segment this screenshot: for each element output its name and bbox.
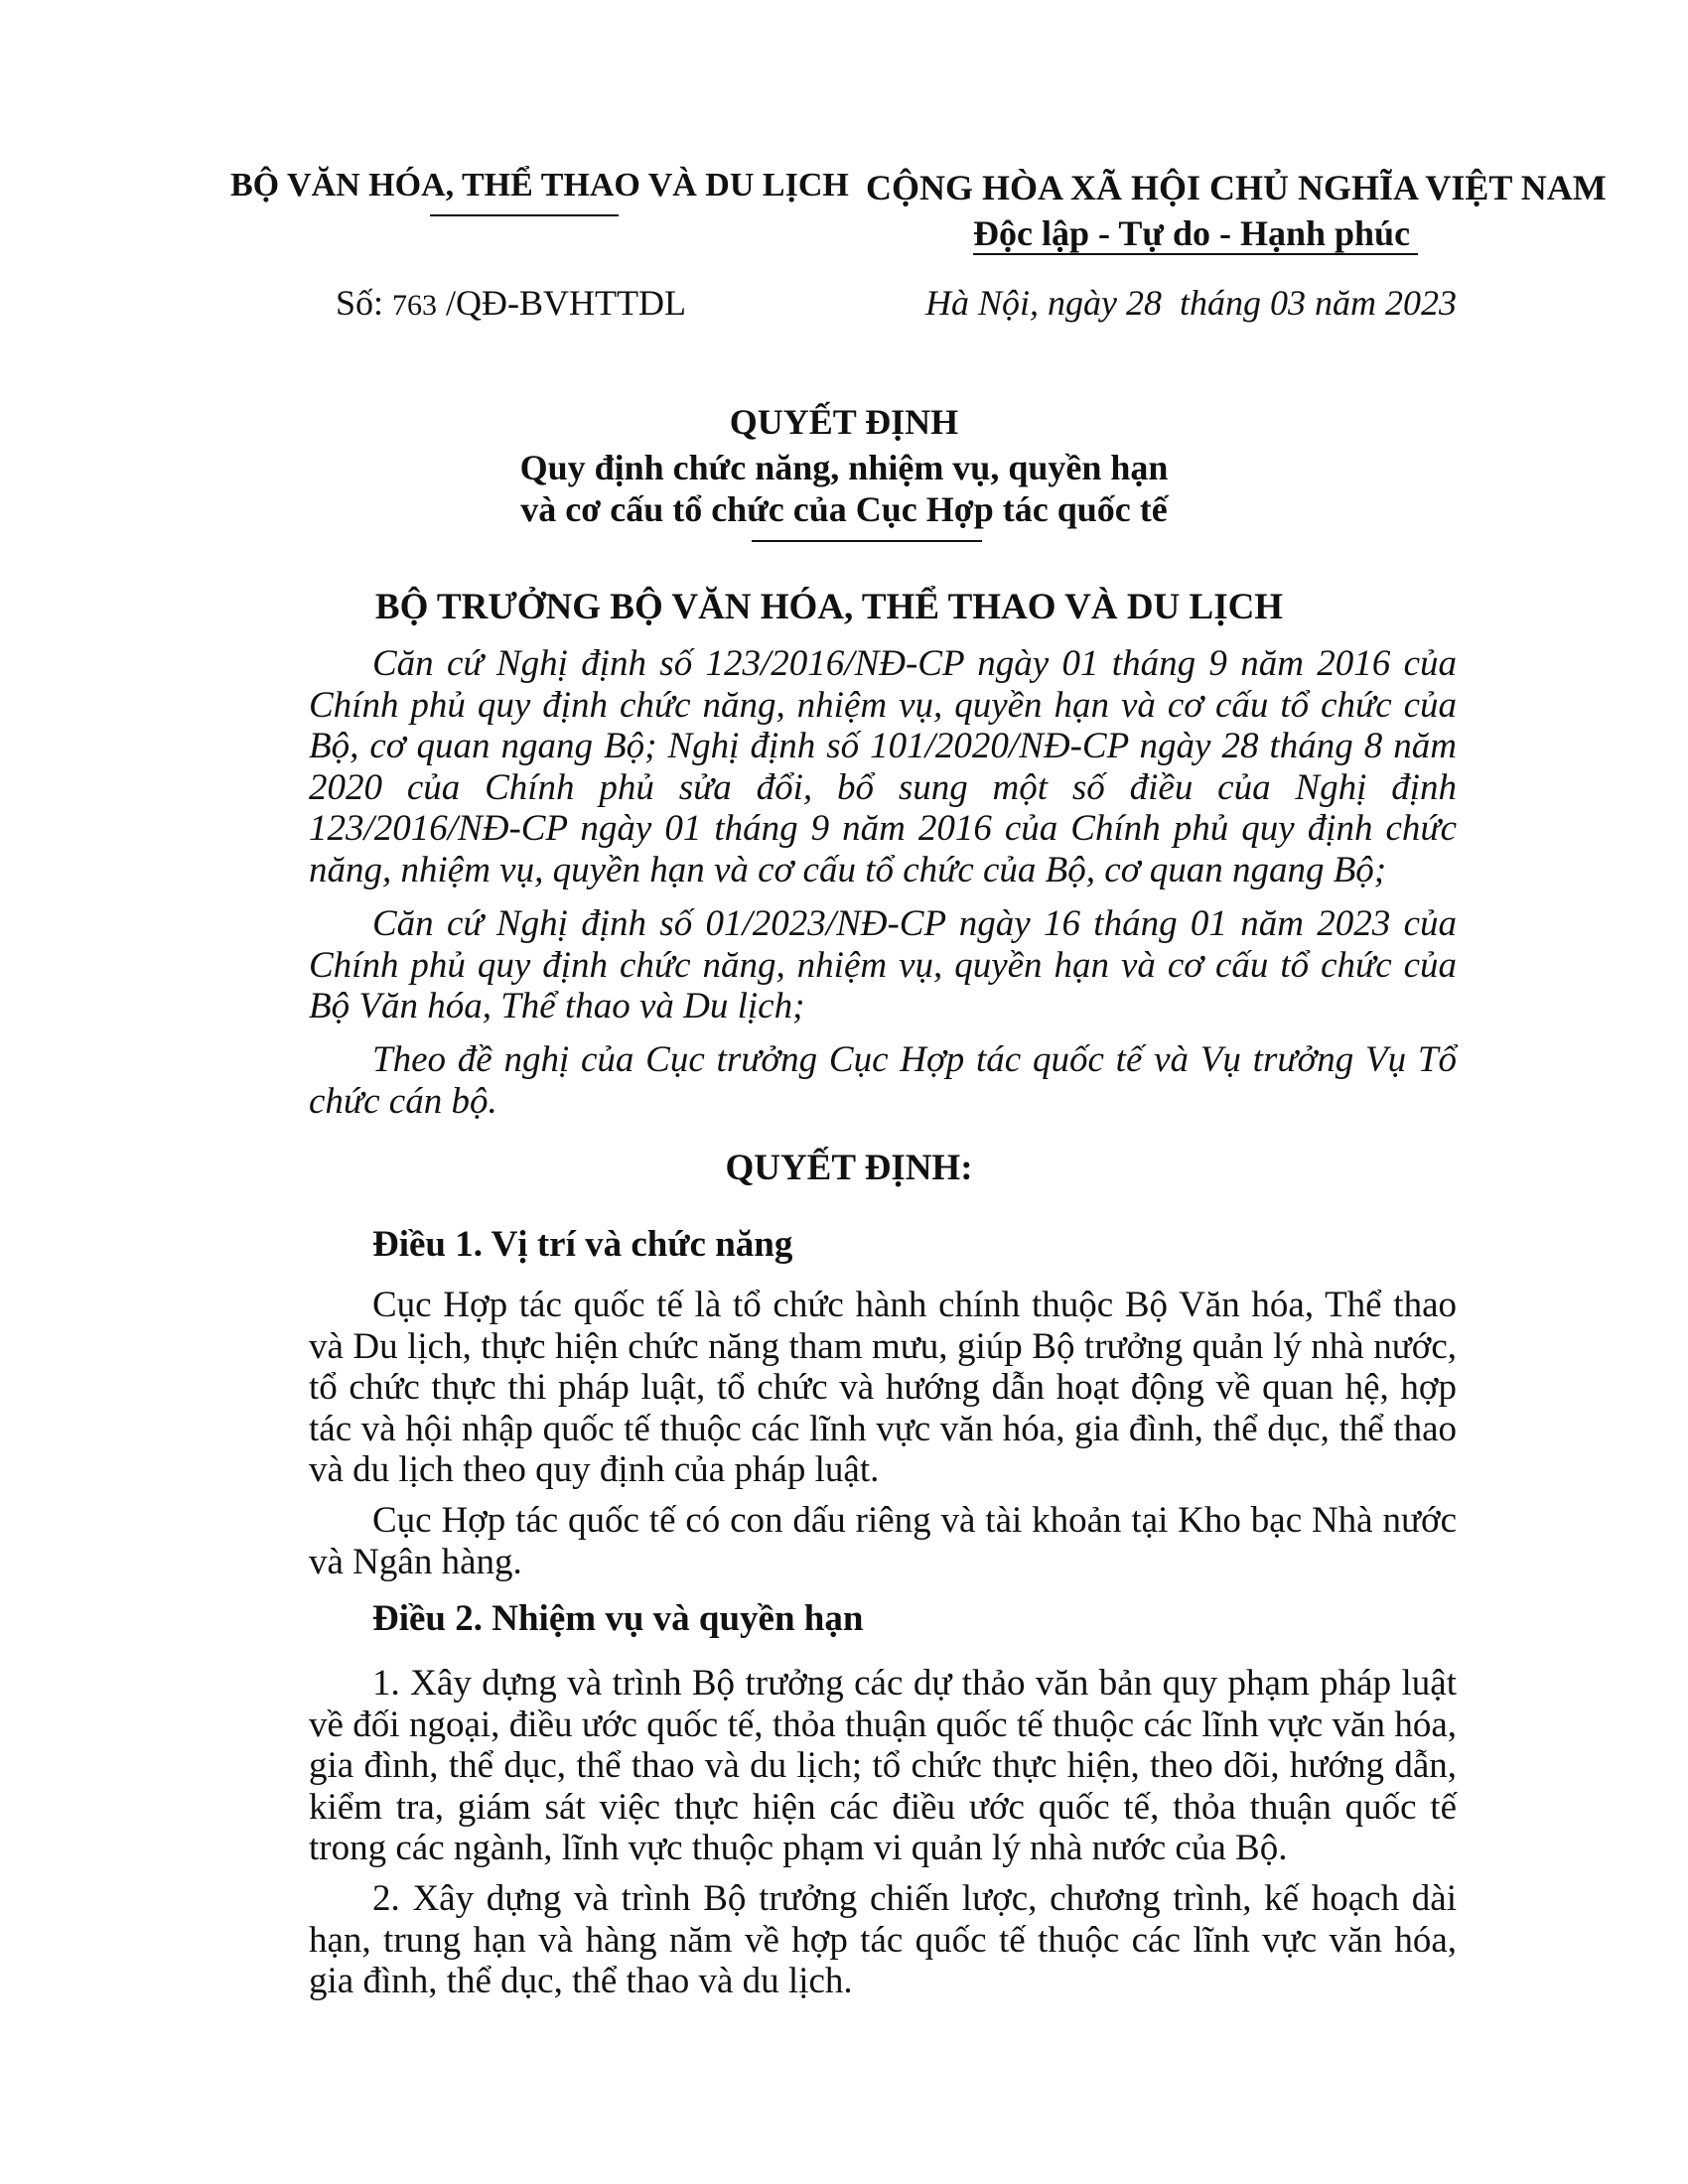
republic-name: CỘNG HÒA XÃ HỘI CHỦ NGHĨA VIỆT NAM — [866, 168, 1607, 207]
article-2-paragraph: 1. Xây dựng và trình Bộ trưởng các dự thảo văn bản quy phạm pháp luật về đối ngoại, điều ước quốc tế, thỏa thuận quốc tế thuộc các lĩnh vực văn hóa, gia đình, thể dục, thể thao và du lịch; tổ chức thực hiện, theo dõi, hướng dẫn, kiểm tra, giám sát việc thực hiện các điều ước quốc tế, thỏa thuận quốc tế trong các ngành, lĩnh vực thuộc phạm vi quản lý nhà nước của Bộ. — [309, 1663, 1457, 1868]
date-year-word: năm — [1315, 283, 1377, 323]
document-number — [336, 282, 686, 324]
preamble-paragraph: Theo đề nghị của Cục trưởng Cục Hợp tác quốc tế và Vụ trưởng Vụ Tổ chức cán bộ. — [309, 1039, 1457, 1122]
date-month-word: tháng — [1180, 283, 1262, 323]
date-day: 28 — [1126, 283, 1162, 323]
document-subtitle-line2: và cơ cấu tổ chức của Cục Hợp tác quốc tế — [520, 489, 1168, 529]
decision-heading: QUYẾT ĐỊNH: — [725, 1148, 973, 1188]
title-underline — [752, 540, 982, 542]
preamble-paragraph: Căn cứ Nghị định số 123/2016/NĐ-CP ngày 01 tháng 9 năm 2016 của Chính phủ quy định chức năng, nhiệm vụ, quyền hạn và cơ cấu tổ chức của Bộ, cơ quan ngang Bộ; Nghị định số 101/2020/NĐ-CP ngày 28 tháng 8 năm 2020 của Chính phủ sửa đổi, bổ sung một số điều của Nghị định 123/2016/NĐ-CP ngày 01 tháng 9 năm 2016 của Chính phủ quy định chức năng, nhiệm vụ, quyền hạn và cơ cấu tổ chức của Bộ, cơ quan ngang Bộ; — [309, 643, 1457, 890]
article-1-paragraph: Cục Hợp tác quốc tế có con dấu riêng và tài khoản tại Kho bạc Nhà nước và Ngân hàng. — [309, 1500, 1457, 1582]
ministry-underline — [430, 214, 619, 216]
date-place-text: Hà Nội, ngày — [925, 283, 1117, 323]
date-month: 03 — [1270, 283, 1307, 323]
document-subtitle-line1: Quy định chức năng, nhiệm vụ, quyền hạn — [519, 448, 1169, 487]
number-suffix: /QĐ-BVHTTDL — [446, 283, 686, 323]
number-prefix: Số: — [336, 283, 384, 323]
ministry-name: BỘ VĂN HÓA, THỂ THAO VÀ DU LỊCH — [230, 167, 849, 204]
issuing-authority: BỘ TRƯỞNG BỘ VĂN HÓA, THỂ THAO VÀ DU LỊCH — [374, 587, 1284, 627]
date-place — [925, 282, 1457, 324]
article-2-paragraph: 2. Xây dựng và trình Bộ trưởng chiến lược, chương trình, kế hoạch dài hạn, trung hạn và hàng năm về hợp tác quốc tế thuộc các lĩnh vực văn hóa, gia đình, thể dục, thể thao và du lịch. — [309, 1878, 1457, 2001]
motto: Độc lập - Tự do - Hạnh phúc — [973, 213, 1411, 253]
preamble-paragraph: Căn cứ Nghị định số 01/2023/NĐ-CP ngày 16 tháng 01 năm 2023 của Chính phủ quy định chức năng, nhiệm vụ, quyền hạn và cơ cấu tổ chức của Bộ Văn hóa, Thể thao và Du lịch; — [309, 903, 1457, 1026]
article-1-heading: Điều 1. Vị trí và chức năng — [372, 1224, 793, 1265]
article-2-heading: Điều 2. Nhiệm vụ và quyền hạn — [372, 1598, 864, 1639]
date-year: 2023 — [1385, 283, 1458, 323]
article-1-paragraph: Cục Hợp tác quốc tế là tổ chức hành chính thuộc Bộ Văn hóa, Thể thao và Du lịch, thực hiện chức năng tham mưu, giúp Bộ trưởng quản lý nhà nước, tổ chức thực thi pháp luật, tổ chức và hướng dẫn hoạt động về quan hệ, hợp tác và hội nhập quốc tế thuộc các lĩnh vực văn hóa, gia đình, thể dục, thể thao và du lịch theo quy định của pháp luật. — [309, 1285, 1457, 1490]
number-value: 763 — [392, 289, 438, 322]
motto-underline — [973, 253, 1418, 255]
document-title: QUYẾT ĐỊNH — [729, 402, 959, 442]
